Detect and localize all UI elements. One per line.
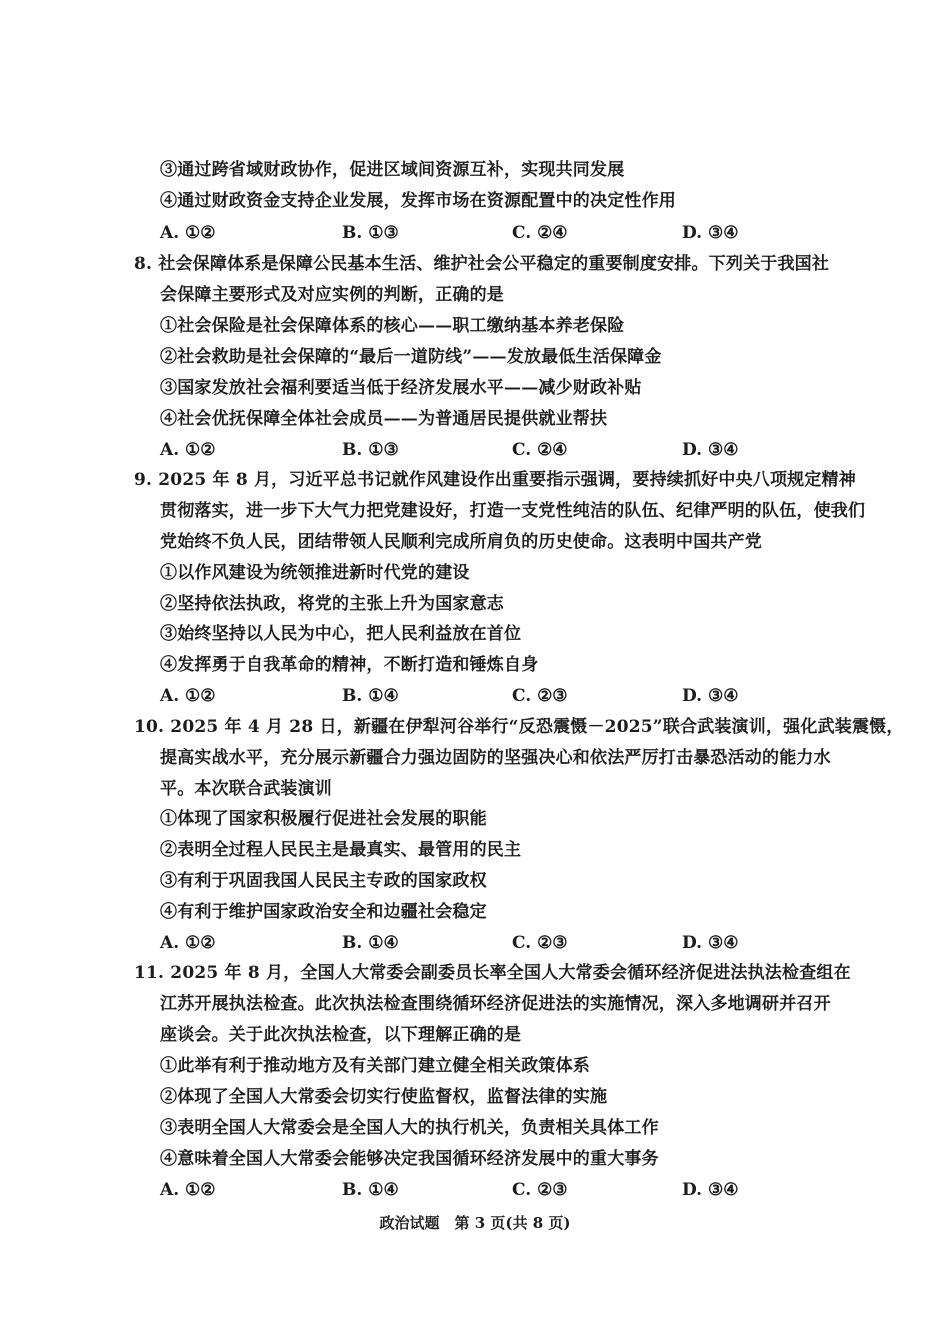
q11-option-1: ①此举有利于推动地方及有关部门建立健全相关政策体系 <box>160 1056 590 1076</box>
q7-choice-d: D. ③④ <box>682 223 739 243</box>
q10-choice-d: D. ③④ <box>682 933 739 953</box>
q10-option-2: ②表明全过程人民民主是最真实、最管用的民主 <box>160 840 522 860</box>
q10-stem-line-1: 10. 2025 年 4 月 28 日，新疆在伊犁河谷举行“反恐震慑－2025”联合武装演训，强化武装震慑， <box>134 717 904 737</box>
q11-choice-c: C. ②③ <box>512 1180 568 1200</box>
q7-choice-a: A. ①② <box>160 223 216 243</box>
q8-option-1: ①社会保险是社会保障体系的核心——职工缴纳基本养老保险 <box>160 316 625 336</box>
q8-option-3: ③国家发放社会福利要适当低于经济发展水平——减少财政补贴 <box>160 378 642 398</box>
q8-choice-c: C. ②④ <box>512 440 568 460</box>
q9-choice-d: D. ③④ <box>682 686 739 706</box>
q10-choice-a: A. ①② <box>160 933 216 953</box>
q9-stem-line-3: 党始终不负人民，团结带领人民顺利完成所肩负的历史使命。这表明中国共产党 <box>160 532 762 552</box>
q9-stem-line-1: 9. 2025 年 8 月，习近平总书记就作风建设作出重要指示强调，要持续抓好中央八项规定精神 <box>134 470 856 490</box>
q9-option-2: ②坚持依法执政，将党的主张上升为国家意志 <box>160 594 504 614</box>
page-footer: 政治试题 第 3 页(共 8 页) <box>379 1214 571 1232</box>
q11-stem-line-3: 座谈会。关于此次执法检查，以下理解正确的是 <box>160 1025 522 1045</box>
q10-choices <box>160 932 840 954</box>
q9-option-1: ①以作风建设为统领推进新时代党的建设 <box>160 563 470 583</box>
q10-option-4: ④有利于维护国家政治安全和边疆社会稳定 <box>160 902 487 922</box>
q11-choice-d: D. ③④ <box>682 1180 739 1200</box>
q11-option-2: ②体现了全国人大常委会切实行使监督权，监督法律的实施 <box>160 1087 608 1107</box>
q8-option-2: ②社会救助是社会保障的“最后一道防线”——发放最低生活保障金 <box>160 347 662 367</box>
q7-choice-c: C. ②④ <box>512 223 568 243</box>
q8-stem-line-2: 会保障主要形式及对应实例的判断，正确的是 <box>160 285 504 305</box>
q9-option-3: ③始终坚持以人民为中心，把人民利益放在首位 <box>160 624 522 644</box>
q9-choice-b: B. ①④ <box>342 686 399 706</box>
q10-stem-line-3: 平。本次联合武装演训 <box>160 779 332 799</box>
q9-choices <box>160 685 840 707</box>
q8-choice-a: A. ①② <box>160 440 216 460</box>
q11-stem-line-1: 11. 2025 年 8 月，全国人大常委会副委员长率全国人大常委会循环经济促进法执法检查组在 <box>134 963 851 983</box>
q8-choice-b: B. ①③ <box>342 440 399 460</box>
q7-choice-b: B. ①③ <box>342 223 399 243</box>
q10-option-3: ③有利于巩固我国人民民主专政的国家政权 <box>160 871 487 891</box>
q11-option-4: ④意味着全国人大常委会能够决定我国循环经济发展中的重大事务 <box>160 1149 659 1169</box>
q11-option-3: ③表明全国人大常委会是全国人大的执行机关，负责相关具体工作 <box>160 1118 659 1138</box>
q8-choices <box>160 439 840 461</box>
q10-stem-line-2: 提高实战水平，充分展示新疆合力强边固防的坚强决心和依法严厉打击暴恐活动的能力水 <box>160 748 831 768</box>
q9-choice-a: A. ①② <box>160 686 216 706</box>
q10-choice-b: B. ①④ <box>342 933 399 953</box>
q8-stem-line-1: 8. 社会保障体系是保障公民基本生活、维护社会公平稳定的重要制度安排。下列关于我国社 <box>134 254 830 274</box>
q7-option-3: ③通过跨省域财政协作，促进区域间资源互补，实现共同发展 <box>160 160 625 180</box>
q7-choices <box>160 222 840 244</box>
q10-choice-c: C. ②③ <box>512 933 568 953</box>
q9-choice-c: C. ②③ <box>512 686 568 706</box>
q11-stem-line-2: 江苏开展执法检查。此次执法检查围绕循环经济促进法的实施情况，深入多地调研并召开 <box>160 994 831 1014</box>
q9-stem-line-2: 贯彻落实，进一步下大气力把党建设好，打造一支党性纯洁的队伍、纪律严明的队伍，使我们 <box>160 501 866 521</box>
q8-option-4: ④社会优抚保障全体社会成员——为普通居民提供就业帮扶 <box>160 409 608 429</box>
q11-choice-b: B. ①④ <box>342 1180 399 1200</box>
q7-option-4: ④通过财政资金支持企业发展，发挥市场在资源配置中的决定性作用 <box>160 191 676 211</box>
q11-choices <box>160 1179 840 1201</box>
q10-option-1: ①体现了国家积极履行促进社会发展的职能 <box>160 809 487 829</box>
q9-option-4: ④发挥勇于自我革命的精神，不断打造和锤炼自身 <box>160 655 539 675</box>
q8-choice-d: D. ③④ <box>682 440 739 460</box>
q11-choice-a: A. ①② <box>160 1180 216 1200</box>
